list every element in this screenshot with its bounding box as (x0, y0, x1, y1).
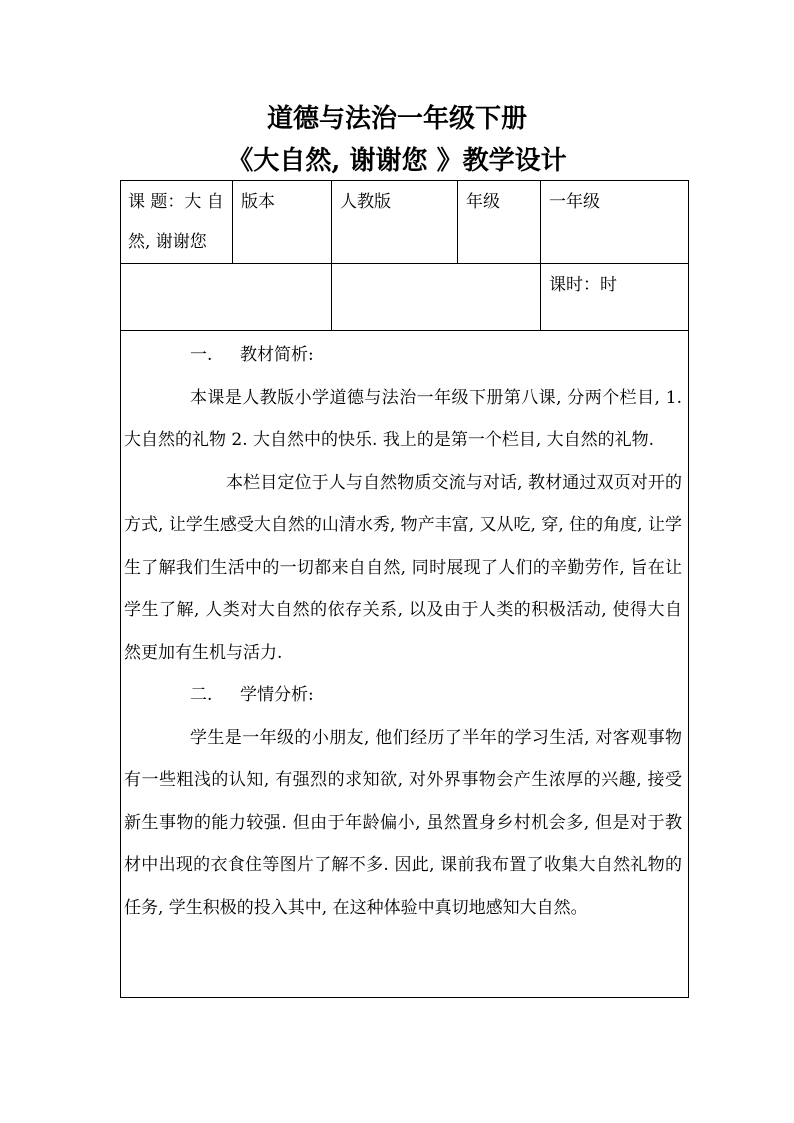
section-heading-2 (124, 674, 682, 717)
grade-label: 年级 (466, 192, 500, 212)
col-divider-2 (331, 180, 332, 330)
row-divider-2 (120, 330, 689, 331)
section-title: 教材简析: (240, 345, 314, 365)
document-title: 道德与法治一年级下册 (266, 104, 527, 134)
col-divider-3 (457, 180, 458, 263)
document-subtitle: 《大自然, 谢谢您 》教学设计 (227, 146, 567, 176)
section-title: 学情分析: (240, 685, 314, 705)
content-area (124, 334, 682, 929)
section-number: 二. (190, 685, 213, 705)
section-number: 一. (190, 345, 213, 365)
topic-label-line2: 然, 谢谢您 (128, 232, 207, 252)
col-divider-1 (232, 180, 233, 263)
paragraph: 本课是人教版小学道德与法治一年级下册第八课, 分两个栏目, 1. 大自然的礼物 2. 大自然中的快乐. 我上的是第一个栏目, 大自然的礼物. (124, 387, 682, 450)
lesson-time: 课时：时 (549, 275, 617, 295)
row-divider-1 (120, 263, 689, 264)
edition-label: 版本 (241, 192, 275, 212)
col-divider-4 (540, 180, 541, 330)
section-heading-1 (124, 334, 682, 377)
topic-label-line1: 课 题：大 自 (128, 192, 224, 212)
grade-value: 一年级 (549, 192, 600, 212)
edition-value: 人教版 (340, 192, 391, 212)
paragraph: 本栏目定位于人与自然物质交流与对话, 教材通过双页对开的方式, 让学生感受大自然的山清水秀, 物产丰富, 又从吃, 穿, 住的角度, 让学生了解我们生活中的一切都来自自然, 同时展现了人们的辛勤劳作, 旨在让学生了解, 人类对大自然的依存关系, 以及由于人类的积极活动, 使得大自然更加有生机与活力. (124, 472, 682, 663)
paragraph: 学生是一年级的小朋友, 他们经历了半年的学习生活, 对客观事物有一些粗浅的认知, 有强烈的求知欲, 对外界事物会产生浓厚的兴趣, 接受新生事物的能力较强. 但由于年龄偏小, 虽然置身乡村机会多, 但是对于教材中出现的衣食住等图片了解不多. 因此, 课前我布置了收集大自然礼物的任务, 学生积极的投入其中, 在这种体验中真切地感知大自然。 (124, 727, 682, 918)
